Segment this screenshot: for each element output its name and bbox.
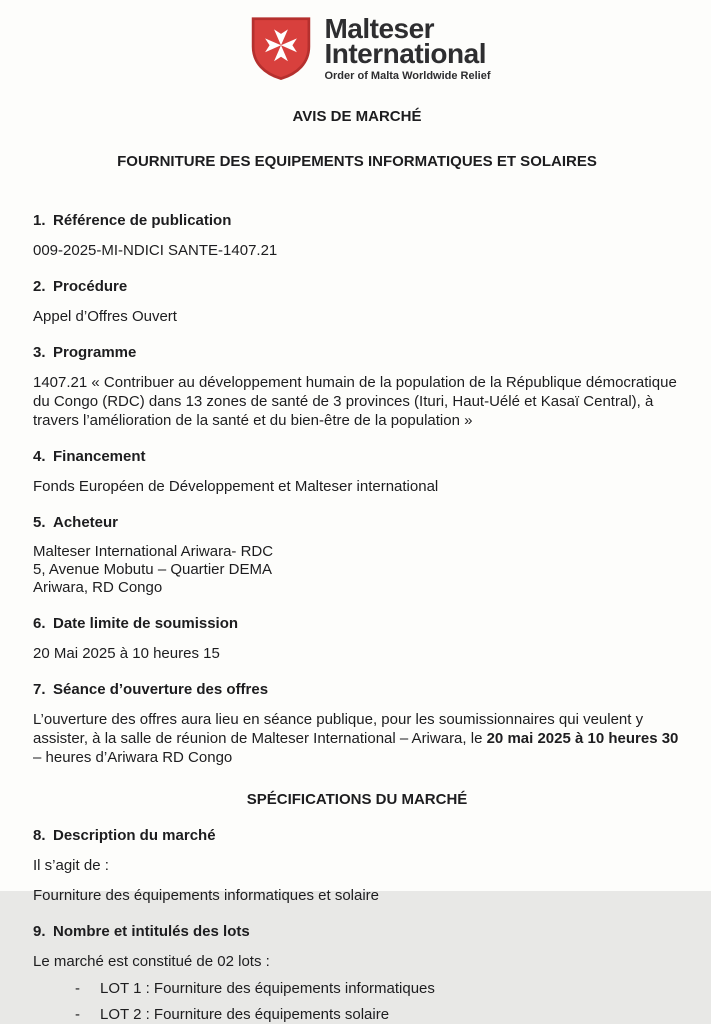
section-body: Appel d’Offres Ouvert bbox=[33, 308, 177, 325]
section-number: 3. bbox=[33, 344, 46, 361]
address-line: Ariwara, RD Congo bbox=[33, 579, 163, 596]
section-title: Séance d’ouverture des offres bbox=[53, 681, 269, 698]
lot-label: LOT 1 : Fourniture des équipements informatiques bbox=[100, 980, 435, 997]
section-number: 8. bbox=[33, 827, 46, 844]
section-body: Fourniture des équipements informatiques et solaire bbox=[33, 887, 380, 904]
section-financement bbox=[33, 447, 681, 496]
logo-text bbox=[324, 13, 490, 82]
logo-tagline: Order of Malta Worldwide Relief bbox=[324, 70, 491, 82]
buyer-address bbox=[33, 543, 681, 597]
section-title: Nombre et intitulés des lots bbox=[53, 923, 250, 940]
section-heading bbox=[33, 447, 681, 466]
section-number: 2. bbox=[33, 278, 46, 295]
section-title: Description du marché bbox=[53, 827, 216, 844]
lot-item bbox=[75, 979, 681, 998]
section-heading bbox=[33, 826, 681, 845]
section-programme bbox=[33, 343, 681, 430]
section-heading bbox=[33, 680, 681, 699]
section-body: 1407.21 « Contribuer au développement humain de la population de la République démocratique du Congo (RDC) dans 13 zones de santé de 3 provinces (Ituri, Haut-Uélé et Kasaï Central), à travers l’amélioration de la santé et du bien-être de la population » bbox=[33, 374, 677, 429]
section-body: 009-2025-MI-NDICI SANTE-1407.21 bbox=[33, 242, 278, 259]
lot-label: LOT 2 : Fourniture des équipements solaire bbox=[100, 1006, 390, 1023]
section-title: Acheteur bbox=[53, 514, 119, 531]
section-description-marche bbox=[33, 826, 681, 905]
lots-intro: Le marché est constitué de 02 lots : bbox=[33, 953, 270, 970]
section-body bbox=[33, 710, 681, 767]
section-seance-ouverture bbox=[33, 680, 681, 767]
body-text-bold: 20 mai 2025 à 10 heures 30 bbox=[486, 730, 679, 747]
document-subtitle: FOURNITURE DES EQUIPEMENTS INFORMATIQUES ET SOLAIRES bbox=[117, 153, 597, 170]
section-heading bbox=[33, 211, 681, 230]
section-number: 5. bbox=[33, 514, 46, 531]
lots-list bbox=[33, 979, 681, 1024]
section-body: 20 Mai 2025 à 10 heures 15 bbox=[33, 645, 220, 662]
section-title: Programme bbox=[53, 344, 137, 361]
section-title: Date limite de soumission bbox=[53, 615, 239, 632]
section-number: 6. bbox=[33, 615, 46, 632]
lot-bullet: - bbox=[75, 980, 80, 997]
section-reference-publication bbox=[33, 211, 681, 260]
section-heading bbox=[33, 922, 681, 941]
logo-name bbox=[324, 13, 490, 69]
lot-item bbox=[75, 1005, 681, 1024]
logo-name-line2: International bbox=[324, 38, 486, 69]
section-date-limite bbox=[33, 614, 681, 663]
spec-heading: SPÉCIFICATIONS DU MARCHÉ bbox=[246, 791, 468, 808]
malteser-shield-icon bbox=[247, 13, 315, 83]
logo-name-line1: Malteser bbox=[324, 13, 435, 44]
document-title: AVIS DE MARCHÉ bbox=[292, 108, 422, 125]
section-title: Référence de publication bbox=[53, 212, 232, 229]
address-line: 5, Avenue Mobutu – Quartier DEMA bbox=[33, 561, 273, 578]
address-line: Malteser International Ariwara- RDC bbox=[33, 543, 274, 560]
section-number: 9. bbox=[33, 923, 46, 940]
section-procedure bbox=[33, 277, 681, 326]
section-heading bbox=[33, 513, 681, 532]
section-title: Procédure bbox=[53, 278, 128, 295]
section-heading bbox=[33, 614, 681, 633]
section-acheteur bbox=[33, 513, 681, 597]
section-number: 7. bbox=[33, 681, 46, 698]
lot-bullet: - bbox=[75, 1006, 80, 1023]
body-text: – heures d’Ariwara RD Congo bbox=[33, 749, 233, 766]
section-lots bbox=[33, 922, 681, 1024]
section-title: Financement bbox=[53, 448, 146, 465]
section-number: 4. bbox=[33, 448, 46, 465]
body-text: L’ouverture des offres aura lieu en séance publique, pour les soumissionnaires qui veulent y assister, à la salle de réunion de Malteser International – Ariwara, le bbox=[33, 711, 644, 747]
section-heading bbox=[33, 343, 681, 362]
section-heading bbox=[33, 277, 681, 296]
section-body: Fonds Européen de Développement et Malteser international bbox=[33, 478, 439, 495]
section-body: Il s’agit de : bbox=[33, 857, 109, 874]
section-number: 1. bbox=[33, 212, 46, 229]
malteser-logo bbox=[57, 13, 681, 83]
